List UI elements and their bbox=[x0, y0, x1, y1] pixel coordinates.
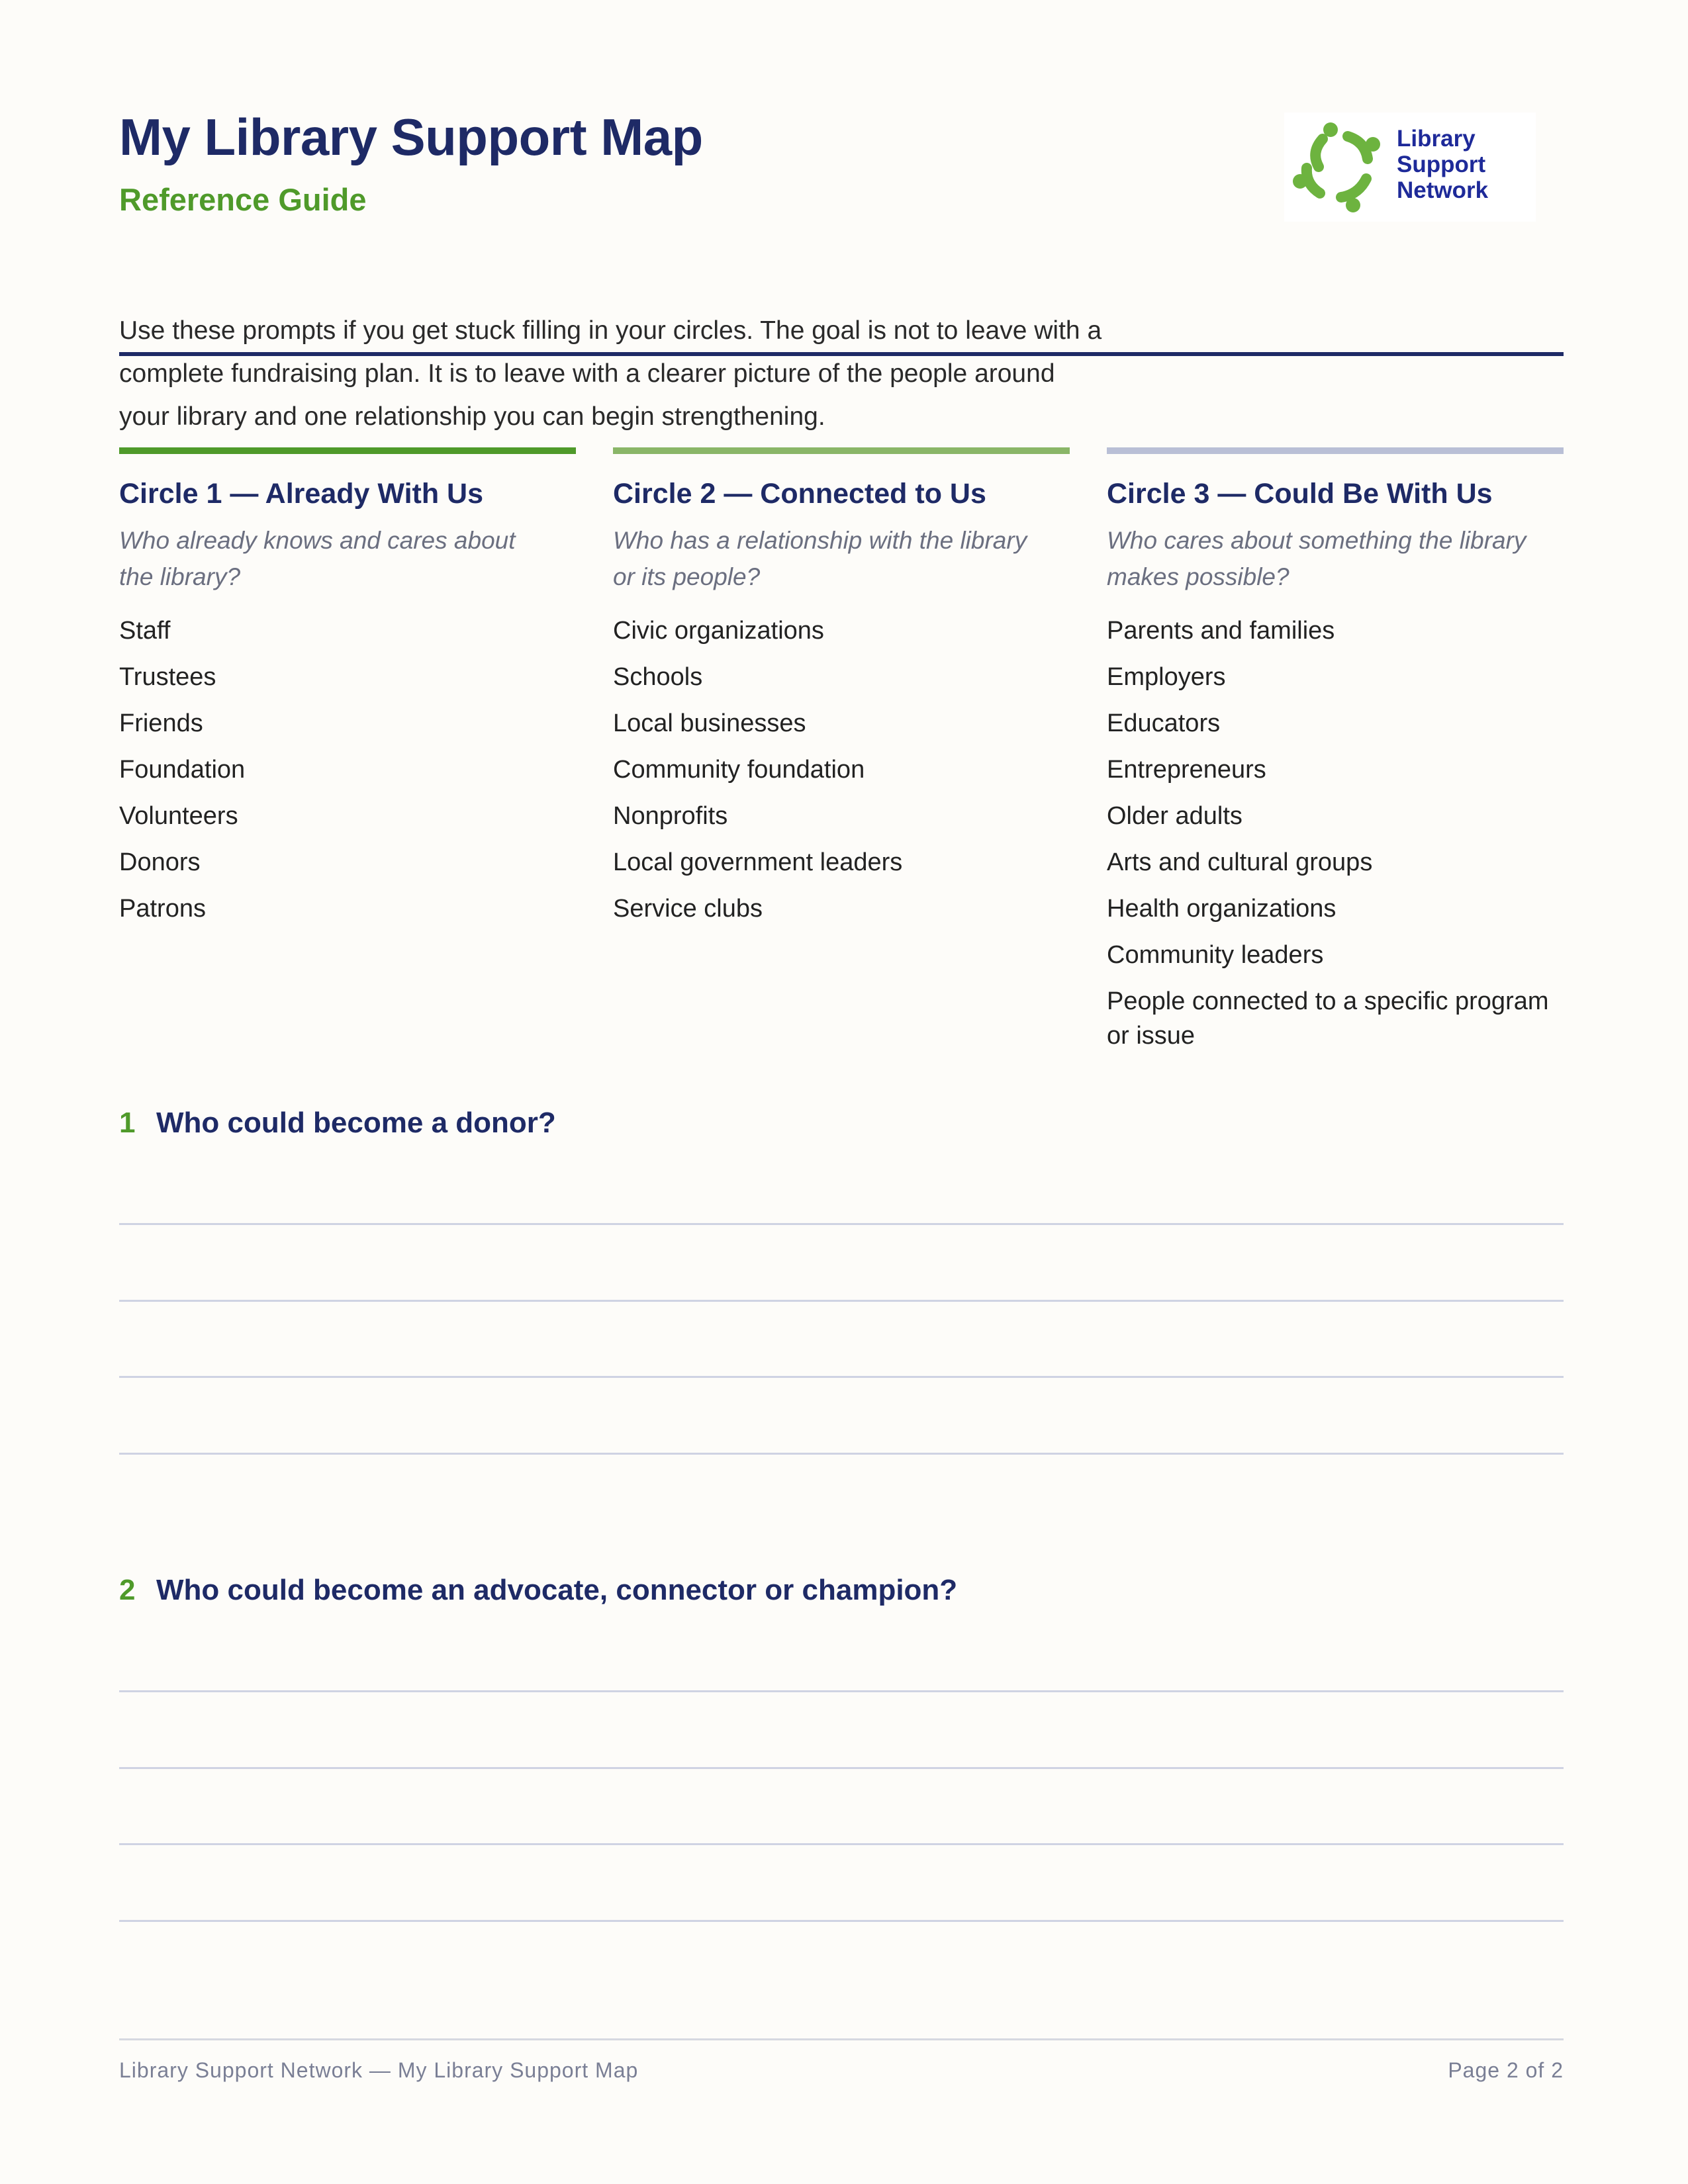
circle-list-item: Donors bbox=[119, 848, 201, 876]
library-support-network-logo bbox=[1284, 113, 1536, 222]
question-number: 1 bbox=[119, 1107, 136, 1139]
writing-line[interactable] bbox=[119, 1300, 1564, 1302]
circle-1-list bbox=[119, 614, 576, 926]
logo-wordmark bbox=[1397, 126, 1488, 203]
circle-2-question: Who has a relationship with the library or its people? bbox=[613, 527, 1027, 590]
circle-2-color-bar bbox=[613, 447, 1070, 454]
writing-line[interactable] bbox=[119, 1920, 1564, 1922]
circle-2-column bbox=[613, 447, 1070, 938]
circle-list-item: Volunteers bbox=[119, 802, 238, 830]
footer-document-name: Library Support Network — My Library Support Map bbox=[119, 2058, 639, 2082]
circle-3-column bbox=[1107, 447, 1564, 1065]
question-1 bbox=[119, 1107, 1564, 1464]
question-text: Who could become an advocate, connector or champion? bbox=[156, 1574, 958, 1606]
circle-list-item: Patrons bbox=[119, 895, 206, 923]
logo-word: Library bbox=[1397, 126, 1476, 152]
circle-3-list bbox=[1107, 614, 1564, 1053]
question-text: Who could become a donor? bbox=[156, 1107, 556, 1139]
people-circle-icon bbox=[1284, 113, 1393, 222]
circle-1-color-bar bbox=[119, 447, 576, 454]
circle-list-item: Community leaders bbox=[1107, 941, 1324, 969]
circle-2-title: Circle 2 — Connected to Us bbox=[613, 478, 986, 510]
circle-list-item: Foundation bbox=[119, 756, 246, 784]
circle-3-question: Who cares about something the library makes possible? bbox=[1107, 527, 1526, 590]
circle-list-item: Educators bbox=[1107, 709, 1221, 737]
circle-list-item: Civic organizations bbox=[613, 617, 824, 645]
question-1-heading bbox=[119, 1107, 1564, 1140]
writing-line[interactable] bbox=[119, 1453, 1564, 1455]
circle-list-item: Health organizations bbox=[1107, 895, 1336, 923]
header bbox=[119, 105, 1564, 257]
logo-word: Network bbox=[1397, 177, 1489, 203]
circle-list-item: Schools bbox=[613, 663, 703, 691]
writing-line[interactable] bbox=[119, 1223, 1564, 1225]
circles-reference bbox=[119, 447, 1564, 1076]
footer-page-number: Page 2 of 2 bbox=[1448, 2058, 1564, 2082]
circle-3-title: Circle 3 — Could Be With Us bbox=[1107, 478, 1493, 510]
page-title: My Library Support Map bbox=[119, 108, 703, 166]
circle-list-item: Service clubs bbox=[613, 895, 763, 923]
circle-list-item: Arts and cultural groups bbox=[1107, 848, 1373, 876]
writing-line[interactable] bbox=[119, 1767, 1564, 1769]
circle-list-item: Nonprofits bbox=[613, 802, 728, 830]
circle-list-item: Older adults bbox=[1107, 802, 1243, 830]
circle-2-list bbox=[613, 614, 1070, 926]
circle-1-title: Circle 1 — Already With Us bbox=[119, 478, 484, 510]
writing-line[interactable] bbox=[119, 1843, 1564, 1845]
circle-list-item: Entrepreneurs bbox=[1107, 756, 1266, 784]
circle-list-item: Trustees bbox=[119, 663, 216, 691]
circle-1-column bbox=[119, 447, 576, 938]
intro-paragraph: Use these prompts if you get stuck filling in your circles. The goal is not to leave with a complete fundraising plan. It is to leave with a clearer picture of the people around your library and one relationship you can begin strengthening. bbox=[119, 316, 1102, 431]
question-2-heading bbox=[119, 1574, 1564, 1607]
circle-3-color-bar bbox=[1107, 447, 1564, 454]
page bbox=[119, 0, 1564, 2184]
circle-list-item: Parents and families bbox=[1107, 617, 1335, 645]
circle-list-item: Staff bbox=[119, 617, 171, 645]
footer-divider bbox=[119, 2038, 1564, 2040]
circle-list-item: Friends bbox=[119, 709, 203, 737]
question-number: 2 bbox=[119, 1574, 136, 1606]
logo-word: Support bbox=[1397, 152, 1486, 177]
writing-line[interactable] bbox=[119, 1376, 1564, 1378]
circle-list-item: Local businesses bbox=[613, 709, 806, 737]
page-subtitle: Reference Guide bbox=[119, 182, 367, 217]
circle-list-item: People connected to a specific program or issue bbox=[1107, 987, 1549, 1050]
circle-list-item: Employers bbox=[1107, 663, 1226, 691]
circle-list-item: Community foundation bbox=[613, 756, 865, 784]
circle-list-item: Local government leaders bbox=[613, 848, 903, 876]
question-2 bbox=[119, 1574, 1564, 1931]
writing-line[interactable] bbox=[119, 1690, 1564, 1692]
circle-1-question: Who already knows and cares about the library? bbox=[119, 527, 516, 590]
